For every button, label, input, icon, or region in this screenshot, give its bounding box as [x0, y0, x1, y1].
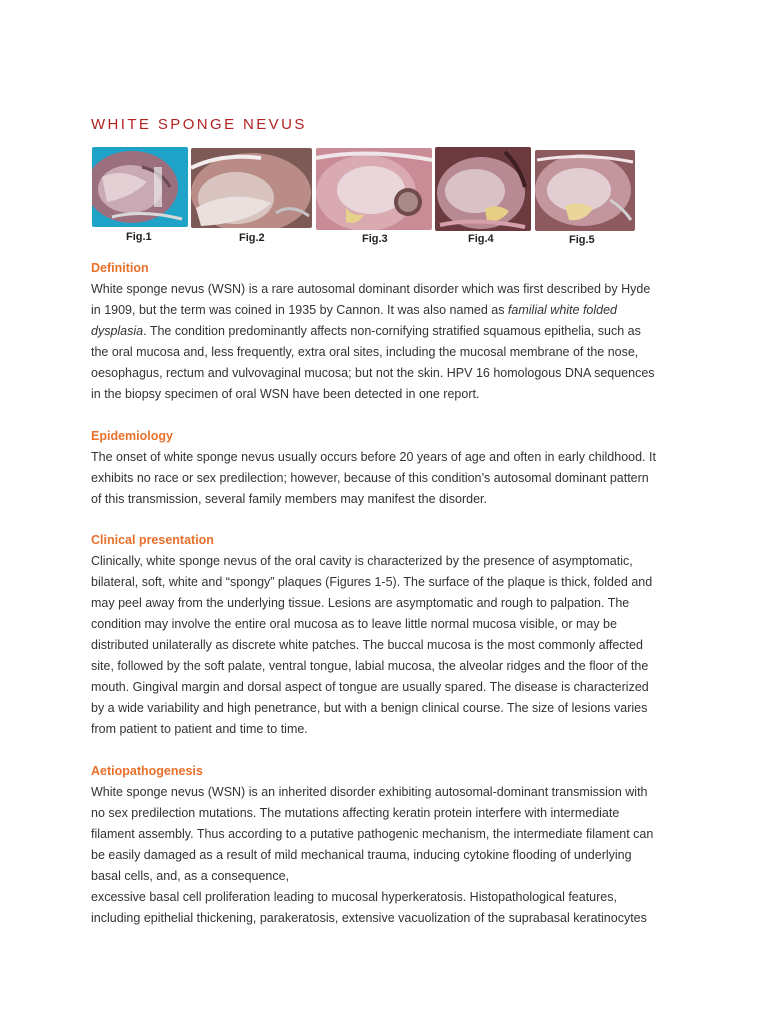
section-epidemiology [91, 426, 683, 510]
section-body [91, 447, 683, 510]
text-line: condition may involve the entire oral mucosa as to leave little normal mucosa visible, or may be [91, 617, 617, 631]
section-body [91, 782, 683, 929]
figure-1-caption: Fig.1 [126, 231, 152, 243]
figure-3-photo [316, 148, 432, 230]
text-line: no sex predilection mutations. The mutations affecting keratin protein interfere with intermediate [91, 806, 620, 820]
text-run: in 1909, but the term was coined in 1935 by Cannon. It was also named as [91, 303, 508, 317]
text-line: in the biopsy specimen of oral WSN have been detected in one report. [91, 387, 480, 401]
italic-term: dysplasia [91, 324, 144, 338]
section-heading: Clinical presentation [91, 533, 214, 547]
text-line: distributed unilaterally as discrete white patches. The buccal mucosa is the most commonly affected [91, 638, 643, 652]
figure-strip [91, 147, 691, 249]
italic-term: familial white folded [507, 303, 618, 317]
text-line: site, followed by the soft palate, ventral tongue, labial mucosa, the alveolar ridges and the floor of the [91, 659, 649, 673]
text-line: basal cells, and, as a consequence, [91, 869, 290, 883]
figure-5-caption: Fig.5 [569, 234, 595, 246]
figure-2-caption: Fig.2 [239, 232, 265, 244]
figure-1-photo [92, 147, 188, 227]
text-line: be easily damaged as a result of mild mechanical trauma, inducing cytokine flooding of underlying [91, 848, 632, 862]
text-line: from patient to patient and time to time. [91, 722, 308, 736]
text-line: White sponge nevus (WSN) is an inherited disorder exhibiting autosomal-dominant transmission with [91, 785, 648, 799]
figure-2-photo [191, 148, 312, 228]
section-clinical-presentation [91, 530, 683, 740]
text-line: oesophagus, rectum and vulvovaginal mucosa; but not the skin. HPV 16 homologous DNA sequences [91, 366, 655, 380]
text-line: of this transmission, several family members may manifest the disorder. [91, 492, 487, 506]
section-heading: Aetiopathogenesis [91, 764, 203, 778]
section-body [91, 279, 683, 405]
document-title: WHITE SPONGE NEVUS [91, 116, 307, 133]
section-body [91, 551, 683, 740]
text-line: excessive basal cell proliferation leading to mucosal hyperkeratosis. Histopathological features, [91, 890, 617, 904]
text-line [91, 300, 683, 321]
text-line [91, 321, 683, 342]
text-line: may peel away from the underlying tissue. Lesions are asymptomatic and rough to palpation. The [91, 596, 630, 610]
section-heading: Definition [91, 261, 149, 275]
text-line: Clinically, white sponge nevus of the oral cavity is characterized by the presence of asymptomatic, [91, 554, 633, 568]
figure-3-caption: Fig.3 [362, 233, 388, 245]
section-heading: Epidemiology [91, 429, 173, 443]
text-line: by a wide variability and high penetrance, but with a benign clinical course. The size of lesions varies [91, 701, 648, 715]
text-run: . The condition predominantly affects non-cornifying stratified squamous epithelia, such as [143, 324, 641, 338]
text-line: the oral mucosa and, less frequently, extra oral sites, including the mucosal membrane of the nose, [91, 345, 639, 359]
text-line: bilateral, soft, white and “spongy” plaques (Figures 1-5). The surface of the plaque is thick, folded and [91, 575, 653, 589]
text-line: The onset of white sponge nevus usually occurs before 20 years of age and often in early childhood. It [91, 450, 656, 464]
section-aetiopathogenesis [91, 761, 683, 929]
figure-5-photo [535, 150, 635, 231]
text-line: including epithelial thickening, parakeratosis, extensive vacuolization of the suprabasal keratinocytes [91, 911, 647, 925]
text-line: exhibits no race or sex predilection; however, because of this condition’s autosomal dominant pattern [91, 471, 649, 485]
figure-4-photo [435, 147, 531, 231]
section-definition [91, 258, 683, 405]
text-line: White sponge nevus (WSN) is a rare autosomal dominant disorder which was first described by Hyde [91, 282, 651, 296]
text-line: filament assembly. Thus according to a putative pathogenic mechanism, the intermediate filament can [91, 827, 654, 841]
figure-4-caption: Fig.4 [468, 233, 494, 245]
text-line: mouth. Gingival margin and dorsal aspect of tongue are usually spared. The disease is characterized [91, 680, 649, 694]
